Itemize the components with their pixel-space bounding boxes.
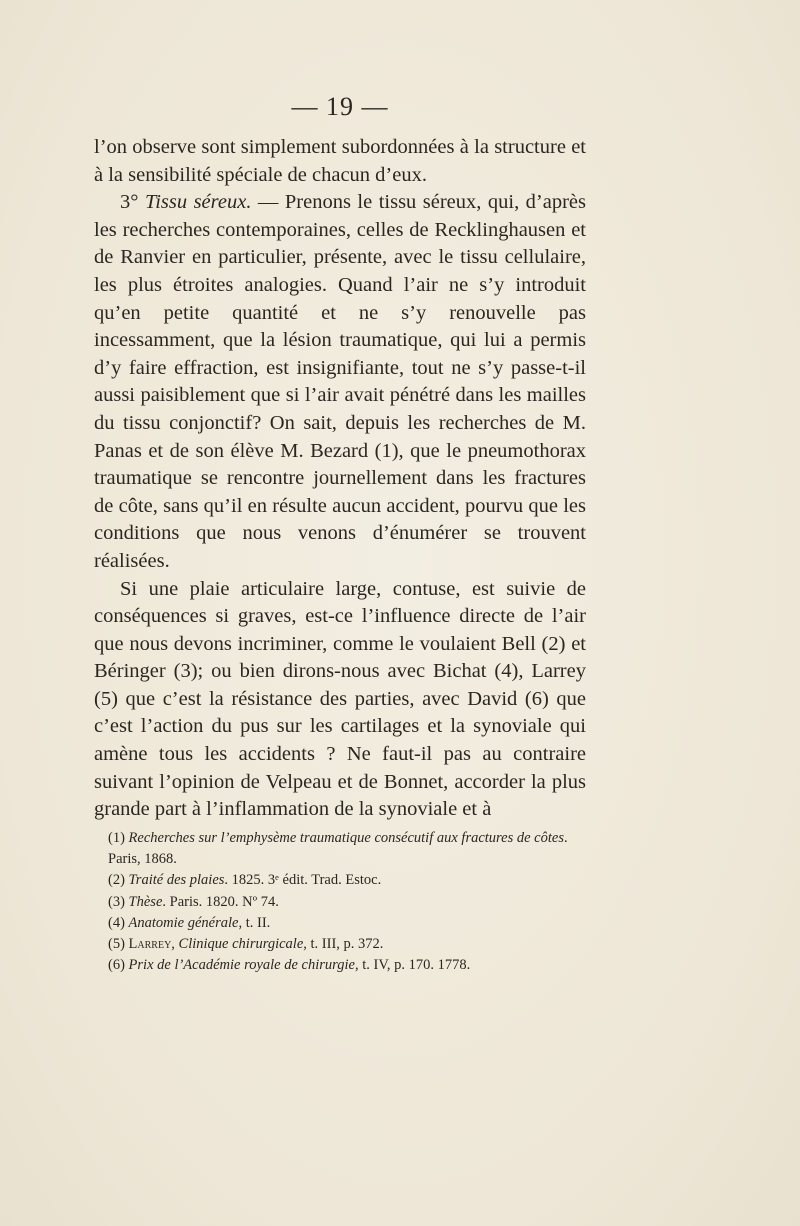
- footnote-detail: . Paris, 1868.: [108, 830, 568, 868]
- footnote-4: [94, 913, 586, 934]
- footnote-number: (2): [108, 872, 125, 889]
- footnotes: [94, 828, 586, 976]
- footnote-1: [94, 828, 586, 870]
- paragraph-2: [94, 189, 586, 575]
- footnote-6: [94, 955, 586, 976]
- paragraph-1: l’on observe sont simplement subordonnées à la structure et à la sensibilité spéciale de chacun d’eux.: [94, 136, 586, 186]
- footnote-author: Larrey: [128, 936, 172, 953]
- footnote-3: [94, 892, 586, 913]
- page-number: — 19 —: [291, 92, 389, 121]
- footnote-5: (5) Larrey, Clinique chirurgicale, t. III, p. 372.: [108, 936, 384, 953]
- footnote-title: Traité des plaies: [128, 872, 225, 889]
- footnote-title: Prix de l’Académie royale de chirurgie: [128, 957, 355, 974]
- footnote-2: [94, 870, 586, 891]
- paragraph-3: Si une plaie articulaire large, contuse, est suivie de conséquences si graves, est-ce l’influence directe de l’air que nous devons incriminer, comme le voulaient Bell (2) et Béringer (3); ou bien dirons-nous avec Bichat (4), Larrey (5) que c’est la résistance des parties, avec David (6) que c’est l’action du pus sur les cartilages et la synoviale qui amène tous les accidents ? Ne faut-il pas au contraire suivant l’opinion de Velpeau et de Bonnet, accorder la plus grande part à l’inflammation de la synoviale et à: [94, 577, 586, 821]
- section-title: Tissu séreux.: [144, 191, 252, 214]
- footnote-title: Recherches sur l’emphysème traumatique consécutif aux fractures de côtes: [128, 830, 564, 846]
- footnote-number: (3): [108, 893, 125, 910]
- footnote-detail: . 1825. 3ᵉ édit. Trad. Estoc.: [224, 872, 382, 889]
- footnote-title: Anatomie générale: [128, 914, 239, 931]
- footnote-number: (4): [108, 914, 125, 931]
- footnote-title: Thèse: [128, 893, 163, 910]
- paragraph-2-body: — Prenons le tissu séreux, qui, d’après les recherches contemporaines, celles de Recklinghausen et de Ranvier en particulier, présente, avec le tissu cellulaire, les plus étroites analogies. Quand l’air ne s’y introduit qu’en petite quantité et ne s’y renouvelle pas incessamment, que la lésion traumatique, qui lui a permis d’y faire effraction, est insignifiante, tout ne s’y passe-t-il aussi paisiblement que si l’air avait pénétré dans les mailles du tissu conjonctif? On sait, depuis les recherches de M. Panas et de son élève M. Bezard (1), que le pneumothorax traumatique se rencontre journellement dans les fractures de côte, sans qu’il en résulte aucun accident, pourvu que les conditions que nous venons d’énumérer se trouvent réalisées.: [94, 191, 586, 572]
- footnote-detail: , t. IV, p. 170. 1778.: [354, 957, 471, 974]
- footnote-number: (1): [108, 830, 125, 846]
- footnote-number: (6): [108, 957, 125, 974]
- footnote-detail: , t. III, p. 372.: [303, 936, 384, 953]
- footnote-number: (5): [108, 936, 125, 953]
- body-text: [94, 134, 586, 824]
- footnote-detail: . Paris. 1820. Nº 74.: [162, 893, 279, 910]
- footnote-detail: , t. II.: [238, 914, 271, 931]
- section-number: 3°: [120, 191, 139, 214]
- footnote-title: Clinique chirurgicale: [178, 936, 304, 953]
